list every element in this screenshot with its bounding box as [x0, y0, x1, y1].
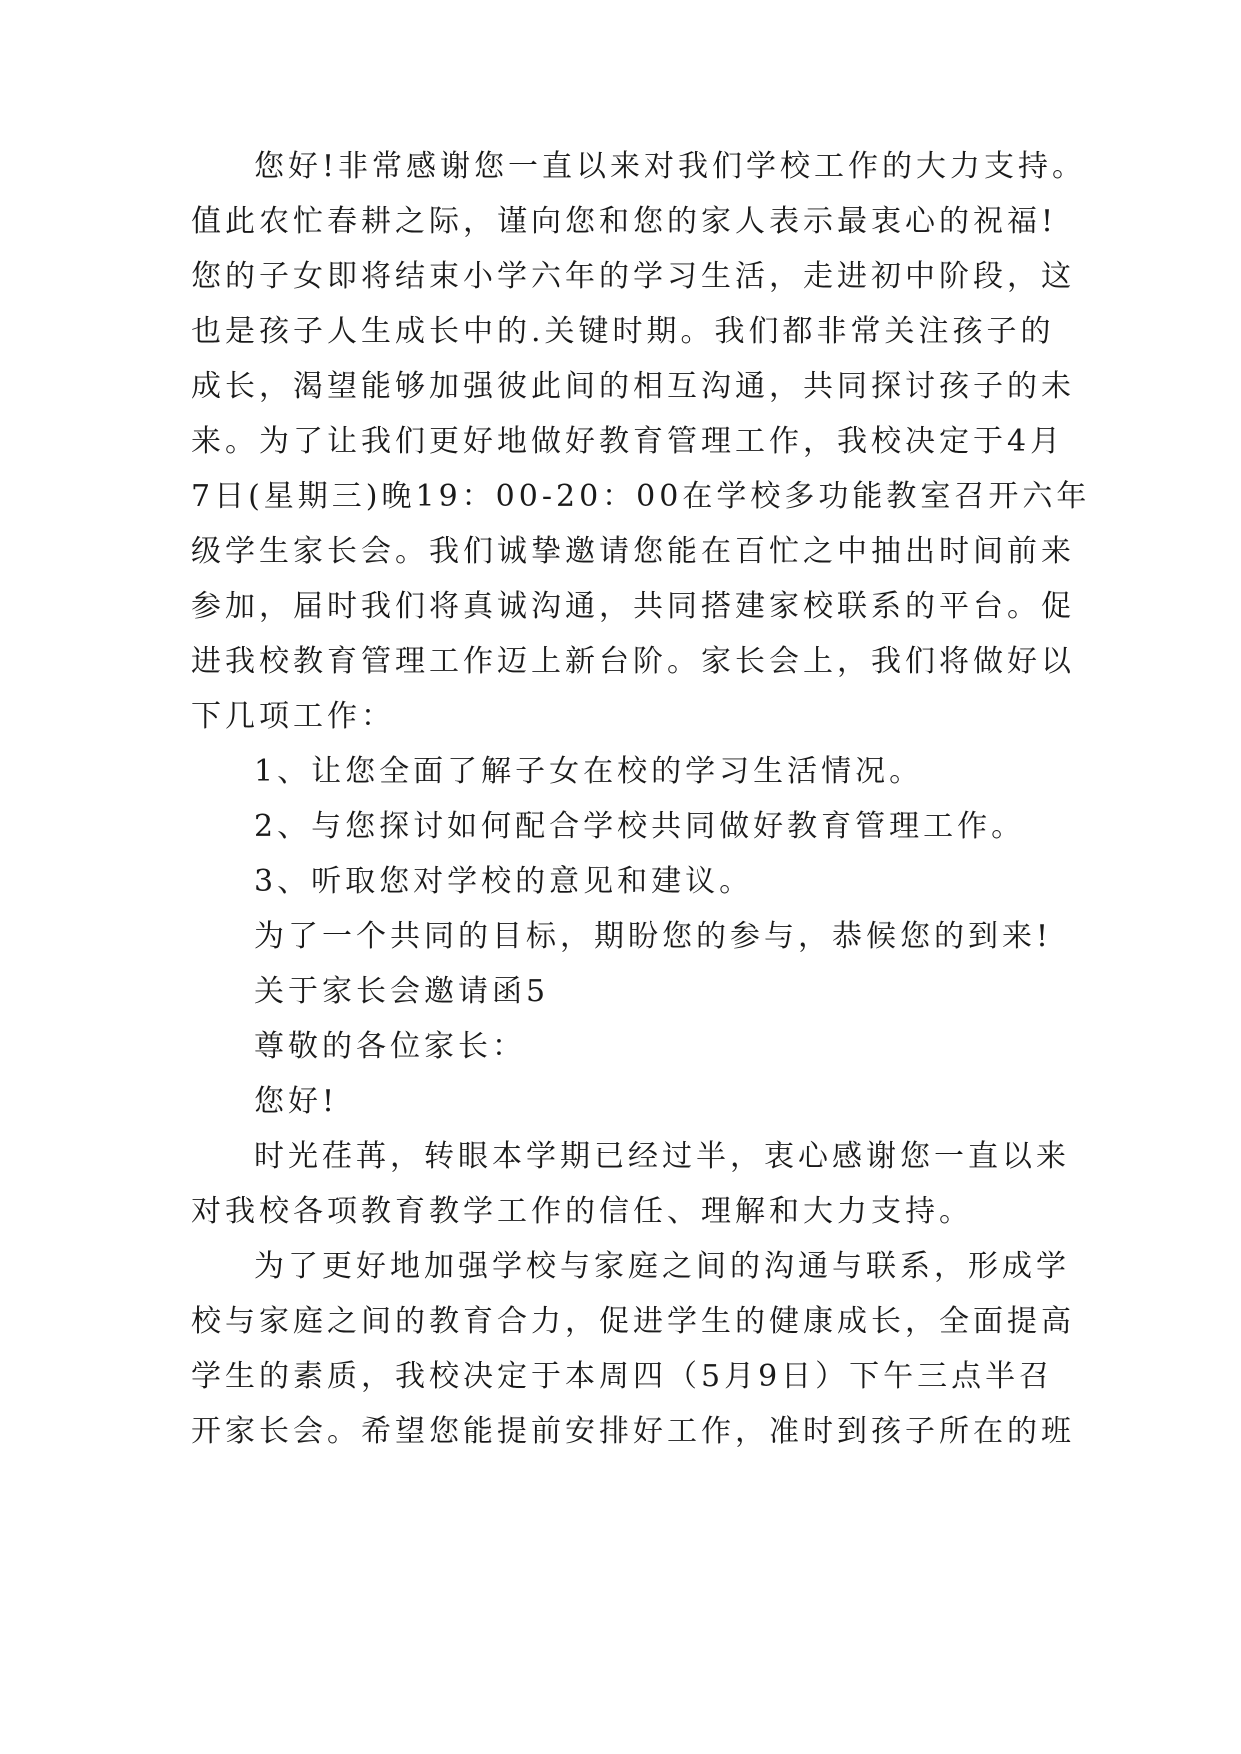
- text-line: 对我校各项教育教学工作的信任、理解和大力支持。: [191, 1194, 973, 1229]
- text-line: 来。为了让我们更好地做好教育管理工作，我校决定于4月: [191, 424, 1065, 459]
- salutation: 尊敬的各位家长：: [254, 1029, 526, 1064]
- text-line: 下几项工作：: [191, 699, 395, 734]
- text-line: 校与家庭之间的教育合力，促进学生的健康成长，全面提高: [191, 1304, 1075, 1339]
- text-line: 为了更好地加强学校与家庭之间的沟通与联系，形成学: [254, 1249, 1070, 1284]
- text-line: 成长，渴望能够加强彼此间的相互沟通，共同探讨孩子的未: [191, 369, 1075, 404]
- text-line: 您的子女即将结束小学六年的学习生活，走进初中阶段，这: [191, 259, 1075, 294]
- list-item: 2、与您探讨如何配合学校共同做好教育管理工作。: [254, 809, 1026, 844]
- text-line: 为了一个共同的目标，期盼您的参与，恭候您的到来!: [254, 919, 1053, 954]
- text-line: 7日(星期三)晚19：00-20：00在学校多功能教室召开六年: [191, 479, 1091, 514]
- section-heading: 关于家长会邀请函5: [254, 974, 550, 1009]
- text-line: 进我校教育管理工作迈上新台阶。家长会上，我们将做好以: [191, 644, 1075, 679]
- text-line: 学生的素质，我校决定于本周四（5月9日）下午三点半召: [191, 1359, 1054, 1394]
- text-line: 您好!非常感谢您一直以来对我们学校工作的大力支持。: [254, 149, 1087, 184]
- greeting: 您好!: [254, 1084, 339, 1119]
- list-item: 1、让您全面了解子女在校的学习生活情况。: [254, 754, 924, 789]
- text-line: 时光荏苒，转眼本学期已经过半，衷心感谢您一直以来: [254, 1139, 1070, 1174]
- text-line: 参加，届时我们将真诚沟通，共同搭建家校联系的平台。促: [191, 589, 1075, 624]
- list-item: 3、听取您对学校的意见和建议。: [254, 864, 754, 899]
- text-line: 开家长会。希望您能提前安排好工作，准时到孩子所在的班: [191, 1414, 1075, 1449]
- text-line: 也是孩子人生成长中的.关键时期。我们都非常关注孩子的: [191, 314, 1055, 349]
- text-line: 级学生家长会。我们诚挚邀请您能在百忙之中抽出时间前来: [191, 534, 1075, 569]
- text-line: 值此农忙春耕之际，谨向您和您的家人表示最衷心的祝福!: [191, 204, 1058, 239]
